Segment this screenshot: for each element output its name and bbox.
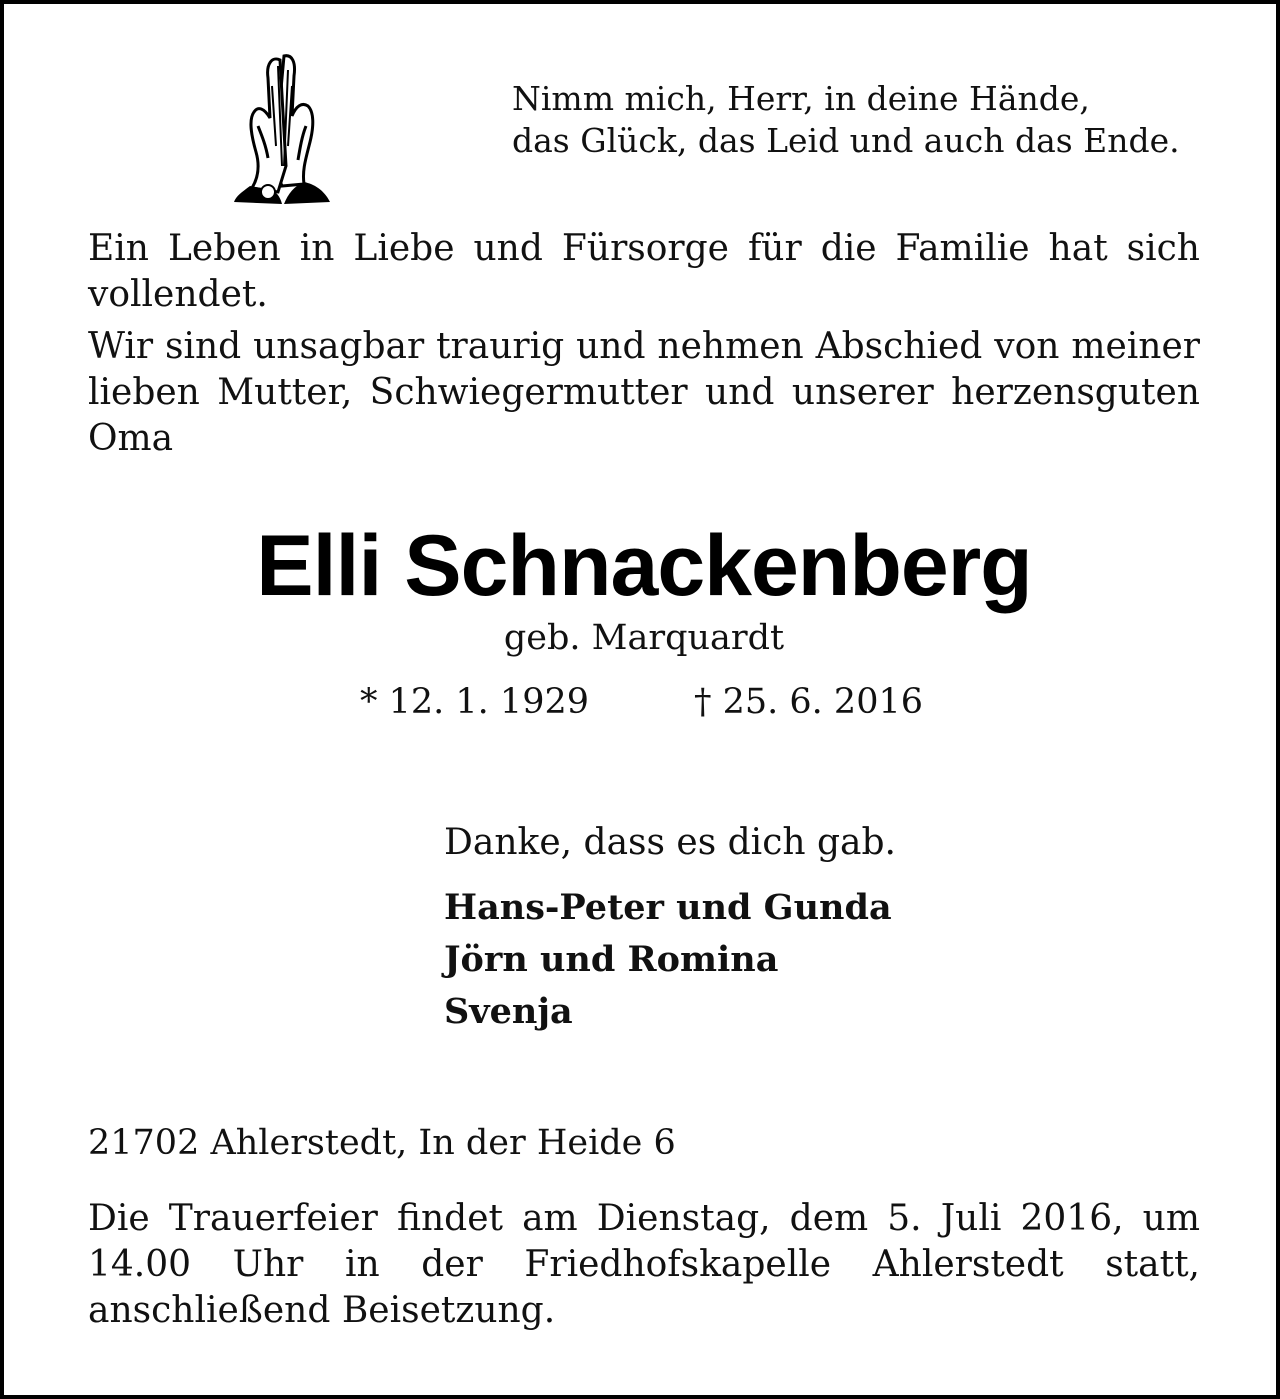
family-member: Jörn und Romina bbox=[444, 939, 779, 980]
funeral-notice: Die Trauerfeier findet am Dienstag, dem 5. Juli 2016, um 14.00 Uhr in der Friedhofskapelle Ahlerstedt statt, anschließend Beisetzung. bbox=[88, 1198, 1200, 1331]
family-list bbox=[444, 882, 892, 1038]
address: 21702 Ahlerstedt, In der Heide 6 bbox=[88, 1123, 676, 1163]
verse-line-2: das Glück, das Leid und auch das Ende. bbox=[512, 121, 1180, 160]
praying-hands-icon bbox=[222, 46, 342, 206]
intro-paragraph-1: Ein Leben in Liebe und Fürsorge für die Familie hat sich vollendet. bbox=[88, 228, 1200, 315]
thanks-line: Danke, dass es dich gab. bbox=[444, 822, 896, 863]
deceased-name: Elli Schnackenberg bbox=[256, 518, 1032, 614]
family-member: Hans-Peter und Gunda bbox=[444, 887, 892, 928]
verse-line-1: Nimm mich, Herr, in deine Hände, bbox=[512, 79, 1090, 118]
verse bbox=[512, 78, 1232, 162]
family-member: Svenja bbox=[444, 991, 573, 1032]
death-date: † 25. 6. 2016 bbox=[694, 682, 924, 722]
intro-paragraph-2: Wir sind unsagbar traurig und nehmen Abschied von meiner lieben Mutter, Schwiegermutter und unserer herzensguten Oma bbox=[88, 326, 1200, 459]
birth-date: * 12. 1. 1929 bbox=[360, 682, 590, 722]
born-name: geb. Marquardt bbox=[503, 618, 785, 658]
